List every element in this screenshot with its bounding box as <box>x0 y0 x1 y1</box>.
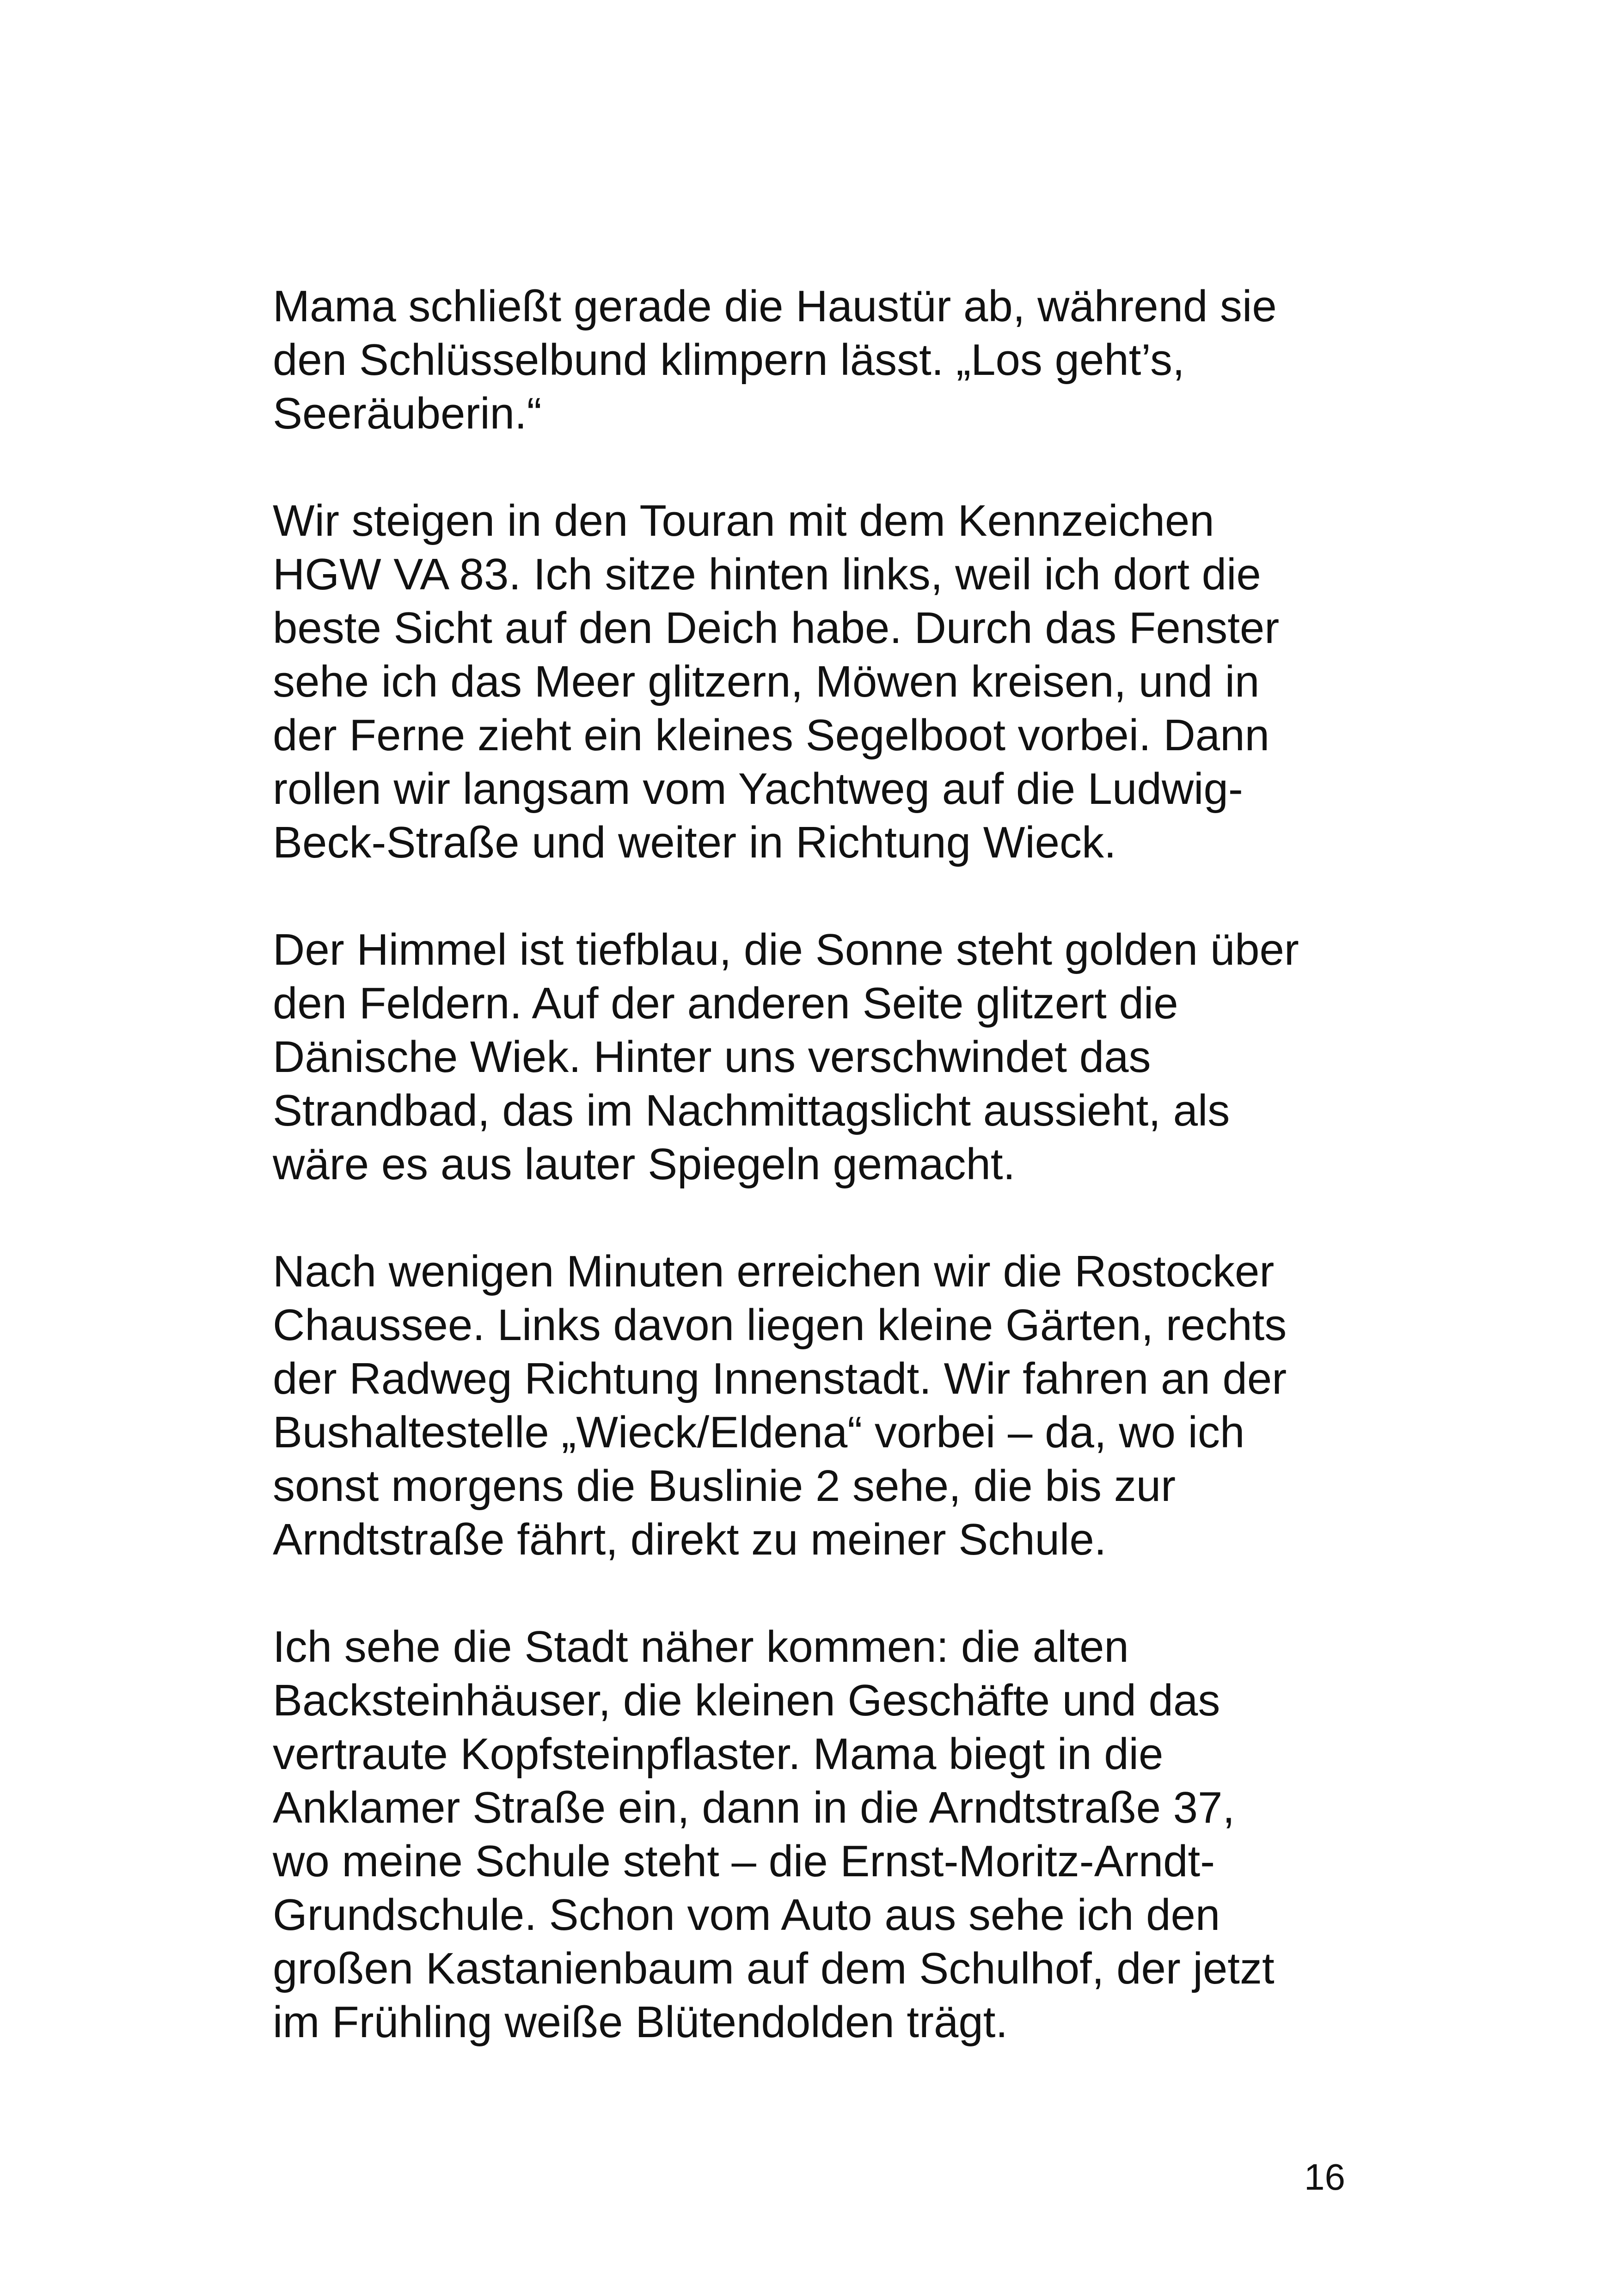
paragraph-2: Wir steigen in den Touran mit dem Kennzeichen HGW VA 83. Ich sitze hinten links, weil ich dort die beste Sicht auf den Deich habe. Durch das Fenster sehe ich das Meer glitzern, Möwen kreisen, und in der Ferne zieht ein kleines Segelboot vorbei. Dann rollen wir langsam vom Yachtweg auf die Ludwig- Beck-Straße und weiter in Richtung Wieck. <box>273 496 1280 867</box>
paragraph-4: Nach wenigen Minuten erreichen wir die Rostocker Chaussee. Links davon liegen kleine Gärten, rechts der Radweg Richtung Innenstadt. Wir fahren an der Bushaltestelle „Wieck/Eldena“ vorbei – da, wo ich sonst morgens die Buslinie 2 sehe, die bis zur Arndtstraße fährt, direkt zu meiner Schule. <box>273 1247 1287 1564</box>
paragraph-1: Mama schließt gerade die Haustür ab, während sie den Schlüsselbund klimpern lässt. „Los geht’s, Seeräuberin.“ <box>273 282 1277 438</box>
paragraph-3: Der Himmel ist tiefblau, die Sonne steht golden über den Feldern. Auf der anderen Seite glitzert die Dänische Wiek. Hinter uns verschwindet das Strandbad, das im Nachmittagslicht aussieht, als wäre es aus lauter Spiegeln gemacht. <box>273 925 1299 1189</box>
paragraph-5: Ich sehe die Stadt näher kommen: die alten Backsteinhäuser, die kleinen Geschäfte und das vertraute Kopfsteinpflaster. Mama biegt in die Anklamer Straße ein, dann in die Arndtstraße 37, wo meine Schule steht – die Ernst-Moritz-Arndt- Grundschule. Schon vom Auto aus sehe ich den großen Kastanienbaum auf dem Schulhof, der jetzt im Frühling weiße Blütendolden trägt. <box>273 1622 1275 2047</box>
page-number: 16 <box>1304 2156 1345 2198</box>
body-text <box>273 280 1382 2103</box>
